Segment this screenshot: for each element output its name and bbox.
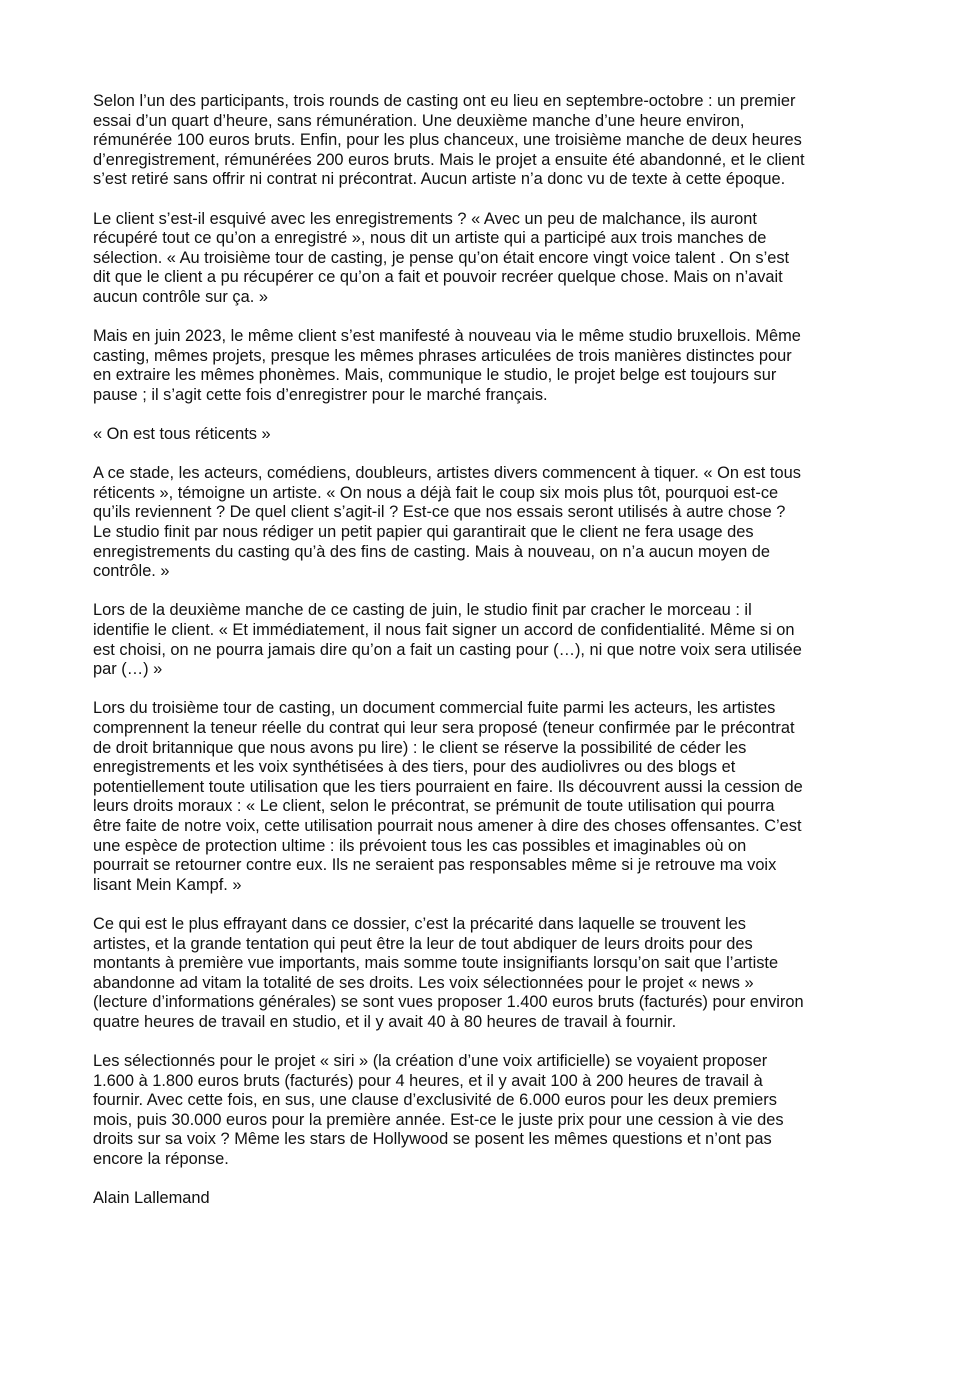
author-signature — [93, 1189, 893, 1209]
paragraph-3 — [93, 327, 893, 405]
paragraph-7 — [93, 699, 893, 895]
text-line: enregistrements du casting qu’à des fins de casting. Mais à nouveau, on n’a aucun moyen de — [93, 542, 770, 561]
text-line: sélection. « Au troisième tour de casting, je pense qu’on était encore vingt voice talent . On s’est — [93, 248, 790, 267]
text-line: leurs droits moraux : « Le client, selon le précontrat, se prémunit de toute utilisation qui pourra — [93, 797, 775, 816]
text-line: Le client s’est-il esquivé avec les enregistrements ? « Avec un peu de malchance, ils auront — [93, 209, 757, 228]
text-line: une espèce de protection ultime : ils prévoient tous les cas possibles et imaginables où on — [93, 836, 747, 855]
paragraph-1 — [93, 92, 893, 190]
text-line: casting, mêmes projets, presque les mêmes phrases articulées de trois manières distinctes pour — [93, 346, 792, 365]
paragraph-2 — [93, 210, 893, 308]
text-line: Les sélectionnés pour le projet « siri » (la création d’une voix artificielle) se voyaient proposer — [93, 1052, 768, 1071]
text-line: (lecture d’informations générales) se sont vues proposer 1.400 euros bruts (facturés) pour environ — [93, 993, 804, 1012]
text-line: droits sur sa voix ? Même les stars de Hollywood se posent les mêmes questions et n’ont pas — [93, 1130, 772, 1149]
heading-line: « On est tous réticents » — [93, 425, 271, 444]
text-line: récupéré tout ce qu’on a enregistré », nous dit un artiste qui a participé aux trois manches de — [93, 229, 767, 248]
text-line: aucun contrôle sur ça. » — [93, 287, 268, 306]
text-line: pause ; il s’agit cette fois d’enregistrer pour le marché français. — [93, 385, 548, 404]
text-line: être faite de notre voix, cette utilisation pourrait nous amener à dire des choses offensantes. C’est — [93, 816, 802, 835]
section-heading — [93, 425, 893, 445]
text-line: rémunérée 100 euros bruts. Enfin, pour les plus chanceux, une troisième manche de deux heures — [93, 131, 802, 150]
text-line: Lors du troisième tour de casting, un document commercial fuite parmi les acteurs, les artistes — [93, 699, 776, 718]
text-line: contrôle. » — [93, 562, 170, 581]
text-line: est choisi, on ne pourra jamais dire qu’on a fait un casting pour (…), ni que notre voix sera utilisée — [93, 640, 802, 659]
text-line: artistes, et la grande tentation qui peut être la leur de tout abdiquer de leurs droits pour des — [93, 934, 753, 953]
text-line: Le studio finit par nous rédiger un petit papier qui garantirait que le client ne fera usage des — [93, 523, 754, 542]
text-line: potentiellement toute utilisation que les tiers pourraient en faire. Ils découvrent aussi la cession de — [93, 777, 803, 796]
text-line: 1.600 à 1.800 euros bruts (facturés) pour 4 heures, et il y avait 100 à 200 heures de travail à — [93, 1071, 763, 1090]
author-name: Alain Lallemand — [93, 1189, 210, 1208]
text-line: enregistrements et les voix synthétisées à des tiers, pour des audiolivres ou des blogs et — [93, 758, 736, 777]
text-line: de droit britannique que nous avons pu lire) : le client se réserve la possibilité de céder les — [93, 738, 747, 757]
text-line: réticents », témoigne un artiste. « On nous a déjà fait le coup six mois plus tôt, pourquoi est-ce — [93, 483, 779, 502]
text-line: qu’ils reviennent ? De quel client s’agit-il ? Est-ce que nos essais seront utilisés à autre chose ? — [93, 503, 786, 522]
paragraph-9 — [93, 1052, 893, 1170]
text-line: essai d’un quart d’heure, sans rémunération. Une deuxième manche d’une heure environ, — [93, 111, 745, 130]
text-line: mois, puis 30.000 euros pour la première année. Est-ce le juste prix pour une cession à vie des — [93, 1110, 784, 1129]
text-line: identifie le client. « Et immédiatement, il nous fait signer un accord de confidentialité. Même si on — [93, 621, 795, 640]
text-line: Mais en juin 2023, le même client s’est manifesté à nouveau via le même studio bruxellois. Même — [93, 327, 801, 346]
text-line: quatre heures de travail en studio, et il y avait 40 à 80 heures de travail à fournir. — [93, 1012, 677, 1031]
text-line: s’est retiré sans offrir ni contrat ni précontrat. Aucun artiste n’a donc vu de texte à cette époque. — [93, 170, 786, 189]
text-line: Selon l’un des participants, trois rounds de casting ont eu lieu en septembre-octobre : un premier — [93, 92, 796, 110]
document-page — [93, 92, 893, 1228]
text-line: comprennent la teneur réelle du contrat qui leur sera proposé (teneur confirmée par le précontrat — [93, 719, 795, 737]
text-line: abandonne ad vitam la totalité de ses droits. Les voix sélectionnées pour le projet « news » — [93, 973, 754, 992]
text-line: fournir. Avec cette fois, en sus, une clause d’exclusivité de 6.000 euros pour les deux premiers — [93, 1091, 777, 1110]
paragraph-5 — [93, 464, 893, 582]
paragraph-8 — [93, 915, 893, 1033]
text-line: Ce qui est le plus effrayant dans ce dossier, c’est la précarité dans laquelle se trouvent les — [93, 914, 746, 933]
text-line: lisant Mein Kampf. » — [93, 875, 242, 894]
text-line: encore la réponse. — [93, 1150, 229, 1169]
paragraph-6 — [93, 601, 893, 679]
text-line: Lors de la deuxième manche de ce casting de juin, le studio finit par cracher le morceau : il — [93, 601, 752, 620]
text-line: d’enregistrement, rémunérées 200 euros bruts. Mais le projet a ensuite été abandonné, et le client — [93, 150, 805, 169]
text-line: en extraire les mêmes phonèmes. Mais, communique le studio, le projet belge est toujours sur — [93, 366, 777, 385]
text-line: dit que le client a pu récupérer ce qu’on a fait et pouvoir recréer quelque chose. Mais on n’avait — [93, 268, 783, 287]
text-line: pourrait se retourner contre eux. Ils ne seraient pas responsables même si je retrouve ma voix — [93, 856, 777, 875]
text-line: montants à première vue importants, mais somme toute insignifiants lorsqu’on sait que l’artiste — [93, 954, 779, 973]
text-line: A ce stade, les acteurs, comédiens, doubleurs, artistes divers commencent à tiquer. « On est tous — [93, 464, 801, 483]
text-line: par (…) » — [93, 660, 163, 679]
